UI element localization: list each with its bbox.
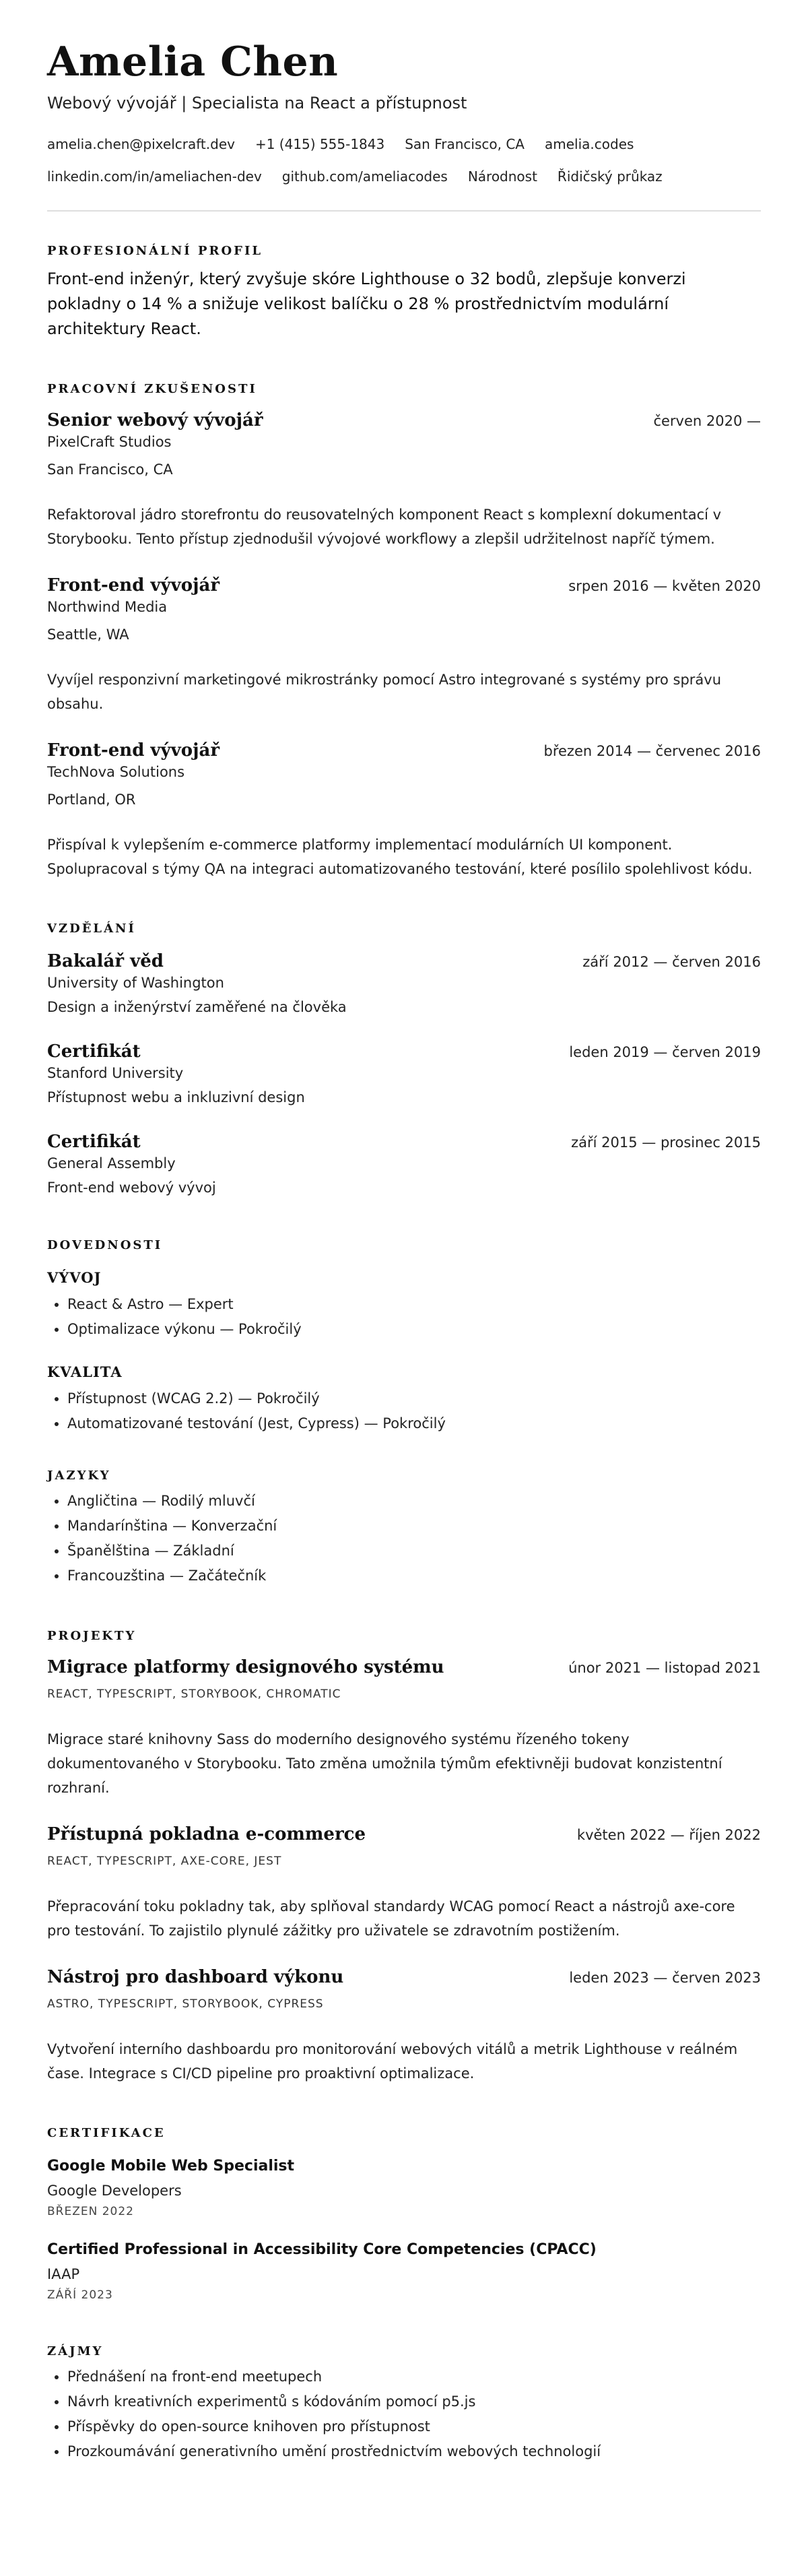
project-description: Přepracování toku pokladny tak, aby splňoval standardy WCAG pomocí React a nástrojů axe-core pro testování. To zajistilo plynulé zážitky pro uživatele se zdravotním postižením. <box>47 1898 735 1939</box>
skill-item: • Automatizované testování (Jest, Cypress) — Pokročilý <box>67 1411 761 1436</box>
degree-title: Bakalář věd <box>47 951 164 971</box>
job-dates: březen 2014 — červenec 2016 <box>543 743 761 759</box>
experience-item <box>47 409 761 551</box>
language-item: • Angličtina — Rodilý mluvčí <box>67 1489 761 1514</box>
contact-driving-license: Řidičský průkaz <box>557 168 663 185</box>
interests-section <box>47 2343 761 2464</box>
education-section <box>47 920 761 1198</box>
project-name: Nástroj pro dashboard výkonu <box>47 1967 344 1987</box>
job-title: Front-end vývojář <box>47 575 220 595</box>
certification-issuer: IAAP <box>47 2266 80 2282</box>
education-item <box>47 950 761 1017</box>
section-title-education: VZDĚLÁNÍ <box>47 922 136 936</box>
skill-list <box>47 1292 761 1342</box>
certification-date: BŘEZEN 2022 <box>47 2205 134 2218</box>
profile-section <box>47 243 761 342</box>
project-item <box>47 1656 761 1800</box>
job-location: Seattle, WA <box>47 626 129 643</box>
job-description: Refaktoroval jádro storefrontu do reusovatelných komponent React s komplexní dokumentací v Storybooku. Tento přístup zjednodušil vývojové workflowy a zlepšil udržitelnost napříč týmem. <box>47 507 722 547</box>
study-field: Front-end webový vývoj <box>47 1180 216 1196</box>
skill-category <box>47 1362 761 1436</box>
header-divider <box>47 210 761 212</box>
skill-item: • Optimalizace výkonu — Pokročilý <box>67 1317 761 1342</box>
projects-section <box>47 1628 761 2086</box>
education-dates: leden 2019 — červen 2019 <box>569 1044 761 1060</box>
skill-list <box>47 1386 761 1436</box>
project-dates: leden 2023 — červen 2023 <box>569 1970 761 1986</box>
contact-row <box>47 135 761 154</box>
project-tags: REACT, TYPESCRIPT, AXE-CORE, JEST <box>47 1855 282 1868</box>
skill-category-title: KVALITA <box>47 1363 123 1380</box>
experience-item <box>47 739 761 881</box>
study-field: Design a inženýrství zaměřené na člověka <box>47 999 347 1015</box>
job-title: Senior webový vývojář <box>47 410 263 430</box>
education-dates: září 2015 — prosinec 2015 <box>571 1134 761 1151</box>
language-item: • Španělština — Základní <box>67 1539 761 1564</box>
company-name: TechNova Solutions <box>47 764 185 780</box>
contact-github: github.com/ameliacodes <box>281 168 448 185</box>
language-item: • Mandarínština — Konverzační <box>67 1514 761 1539</box>
section-title-certifications: CERTIFIKACE <box>47 2126 166 2140</box>
section-title-projects: PROJEKTY <box>47 1629 137 1643</box>
job-dates: srpen 2016 — květen 2020 <box>568 578 761 594</box>
skill-item: • Přístupnost (WCAG 2.2) — Pokročilý <box>67 1386 761 1411</box>
language-list <box>47 1489 761 1588</box>
resume-header <box>47 38 761 186</box>
contact-nationality: Národnost <box>467 168 537 185</box>
contact-row-secondary <box>47 167 761 186</box>
project-name: Migrace platformy designového systému <box>47 1657 444 1677</box>
interest-item: • Prozkoumávání generativního umění prostřednictvím webových technologií <box>67 2439 761 2464</box>
project-dates: květen 2022 — říjen 2022 <box>576 1827 761 1843</box>
section-title-skills: DOVEDNOSTI <box>47 1238 163 1252</box>
project-item <box>47 1966 761 2086</box>
education-item <box>47 1040 761 1107</box>
skills-section <box>47 1237 761 1588</box>
contact-email: amelia.chen@pixelcraft.dev <box>47 136 235 152</box>
project-dates: únor 2021 — listopad 2021 <box>568 1660 761 1676</box>
certification-issuer: Google Developers <box>47 2183 182 2199</box>
skill-category <box>47 1268 761 1342</box>
skill-item: • React & Astro — Expert <box>67 1292 761 1317</box>
contact-location: San Francisco, CA <box>405 136 525 152</box>
contact-linkedin: linkedin.com/in/ameliachen-dev <box>47 168 262 185</box>
contact-phone: +1 (415) 555-1843 <box>255 136 385 152</box>
certification-date: ZÁŘÍ 2023 <box>47 2288 113 2302</box>
certification-name: Google Mobile Web Specialist <box>47 2158 295 2175</box>
interest-list <box>47 2364 761 2464</box>
certification-item <box>47 2156 761 2220</box>
job-description: Přispíval k vylepšením e-commerce platformy implementací modulárních UI komponent. Spolupracoval s týmy QA na integraci automatizovaného testování, které posílilo spolehlivost kódu. <box>47 837 753 877</box>
certifications-section <box>47 2125 761 2304</box>
education-item <box>47 1130 761 1198</box>
project-item <box>47 1823 761 1943</box>
project-tags: REACT, TYPESCRIPT, STORYBOOK, CHROMATIC <box>47 1687 341 1701</box>
job-location: San Francisco, CA <box>47 461 173 478</box>
project-description: Migrace staré knihovny Sass do moderního designového systému řízeného tokeny dokumentovaného v Storybooku. Tato změna umožnila týmům efektivněji budovat konzistentní rozhraní. <box>47 1731 722 1796</box>
section-title-profile: PROFESIONÁLNÍ PROFIL <box>47 244 263 258</box>
section-title-experience: PRACOVNÍ ZKUŠENOSTI <box>47 382 257 396</box>
skill-category-title: VÝVOJ <box>47 1269 102 1286</box>
interest-item: • Návrh kreativních experimentů s kódováním pomocí p5.js <box>67 2389 761 2414</box>
school-name: General Assembly <box>47 1155 176 1171</box>
education-dates: září 2012 — červen 2016 <box>582 954 761 970</box>
school-name: University of Washington <box>47 975 224 991</box>
profile-summary: Front-end inženýr, který zvyšuje skóre Lighthouse o 32 bodů, zlepšuje konverzi pokladny o 14 % a snižuje velikost balíčku o 28 % prostřednictvím modulární architektury React. <box>47 269 686 338</box>
experience-item <box>47 574 761 716</box>
job-location: Portland, OR <box>47 792 136 808</box>
degree-title: Certifikát <box>47 1041 141 1062</box>
study-field: Přístupnost webu a inkluzivní design <box>47 1089 305 1105</box>
project-name: Přístupná pokladna e-commerce <box>47 1824 366 1844</box>
contact-website: amelia.codes <box>545 136 634 152</box>
language-item: • Francouzština — Začátečník <box>67 1564 761 1588</box>
job-title: Front-end vývojář <box>47 740 220 761</box>
project-description: Vytvoření interního dashboardu pro monitorování webových vitálů a metrik Lighthouse v reálném čase. Integrace s CI/CD pipeline pro proaktivní optimalizace. <box>47 2041 738 2082</box>
school-name: Stanford University <box>47 1065 184 1081</box>
certification-name: Certified Professional in Accessibility Core Competencies (CPACC) <box>47 2241 597 2258</box>
degree-title: Certifikát <box>47 1132 141 1152</box>
job-dates: červen 2020 — <box>653 413 761 429</box>
section-title-languages: JAZYKY <box>47 1469 111 1483</box>
project-tags: ASTRO, TYPESCRIPT, STORYBOOK, CYPRESS <box>47 1997 324 2011</box>
candidate-name: Amelia Chen <box>47 38 339 86</box>
section-title-interests: ZÁJMY <box>47 2344 104 2358</box>
interest-item: • Přednášení na front-end meetupech <box>67 2364 761 2389</box>
company-name: PixelCraft Studios <box>47 434 172 450</box>
candidate-tagline: Webový vývojář | Specialista na React a přístupnost <box>47 94 467 112</box>
company-name: Northwind Media <box>47 599 168 615</box>
certification-item <box>47 2239 761 2304</box>
interest-item: • Příspěvky do open-source knihoven pro přístupnost <box>67 2414 761 2439</box>
job-description: Vyvíjel responzivní marketingové mikrostránky pomocí Astro integrované s systémy pro správu obsahu. <box>47 672 722 712</box>
experience-section <box>47 381 761 881</box>
